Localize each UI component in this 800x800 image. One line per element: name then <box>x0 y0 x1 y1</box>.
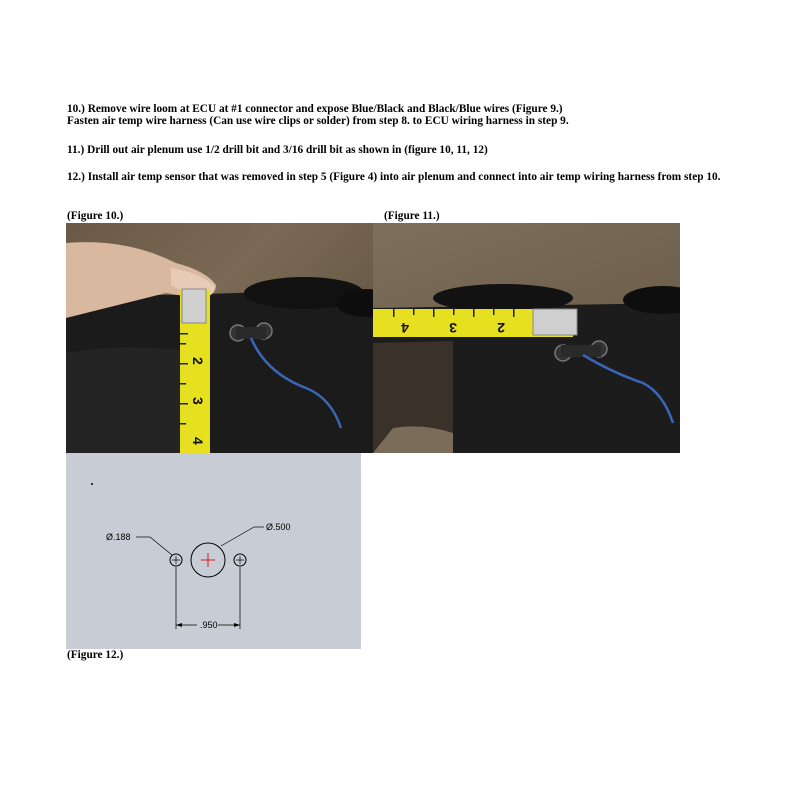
small-hole-dimension: Ø.188 <box>106 532 131 542</box>
hole-spacing-dimension: .950 <box>200 620 218 630</box>
fig11-tape-mark-4: 4 <box>401 320 409 336</box>
figure-11-caption: (Figure 11.) <box>384 210 440 222</box>
figure-10-caption: (Figure 10.) <box>67 210 124 222</box>
fig11-tape-mark-2: 2 <box>497 320 505 336</box>
step-12-text: 12.) Install air temp sensor that was removed in step 5 (Figure 4) into air plenum and connect into air temp wiring harness from step 10. <box>67 171 721 183</box>
fig10-tape-mark-4: 4 <box>190 437 206 445</box>
fig10-tape-mark-2: 2 <box>190 357 206 365</box>
figure-12-caption: (Figure 12.) <box>67 649 124 661</box>
fig10-tape-mark-3: 3 <box>190 397 206 405</box>
step-10-line-1: 10.) Remove wire loom at ECU at #1 connector and expose Blue/Black and Black/Blue wires (Figure 9.) <box>67 103 563 115</box>
step-10-text <box>67 103 727 127</box>
large-hole-dimension: Ø.500 <box>266 522 291 532</box>
step-11-text: 11.) Drill out air plenum use 1/2 drill bit and 3/16 drill bit as shown in (figure 10, 11, 12) <box>67 144 488 156</box>
fig11-tape-mark-3: 3 <box>449 320 457 336</box>
figure-11-photo <box>373 223 680 453</box>
figure-12-drawing <box>66 453 361 649</box>
figure-10-photo <box>66 223 373 453</box>
step-10-line-2: Fasten air temp wire harness (Can use wire clips or solder) from step 8. to ECU wiring harness in step 9. <box>67 115 569 127</box>
